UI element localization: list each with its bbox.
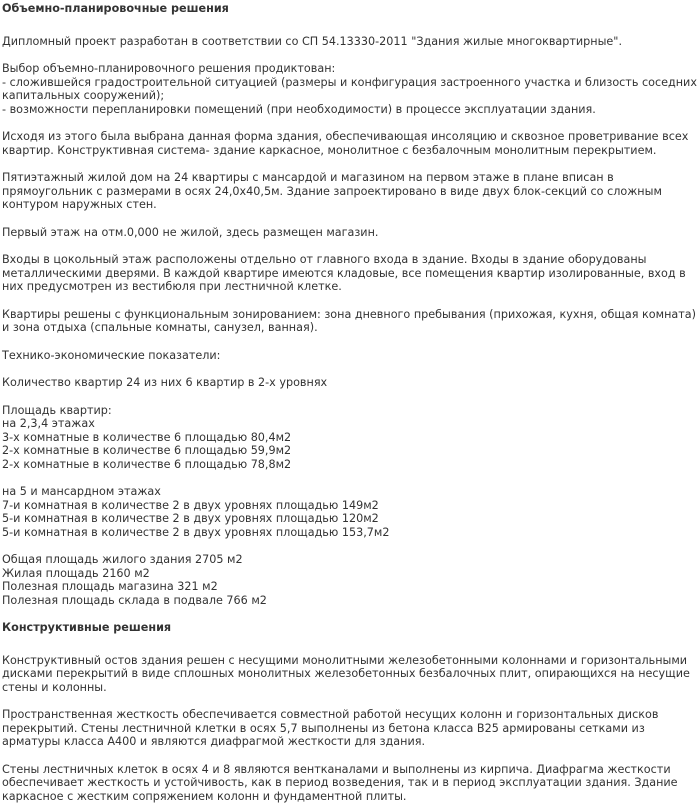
list-item: 3-х комнатные в количестве 6 площадью 80,4м2: [2, 431, 291, 444]
choice-reason-1: - сложившейся градостроительной ситуацией (размеры и конфигурация застроенного участка и близость соседних капитальных сооружений);: [2, 76, 697, 103]
list-item: Общая площадь жилого здания 2705 м2: [2, 553, 243, 566]
list-item: 5-и комнатная в количестве 2 в двух уровнях площадью 153,7м2: [2, 526, 389, 539]
section-heading-planning: Объемно-планировочные решения: [2, 2, 698, 16]
choice-reason-2: - возможности перепланировки помещений (при необходимости) в процессе эксплуатации здания.: [2, 103, 596, 116]
list-item: Жилая площадь 2160 м2: [2, 567, 150, 580]
paragraph-building-form: Исходя из этого была выбрана данная форма здания, обеспечивающая инсоляцию и сквозное проветривание всех квартир. Конструктивная система- здание каркасное, монолитное с безбалочным монолитным перекрытием.: [2, 130, 698, 157]
paragraph-zoning: Квартиры решены с функциональным зонированием: зона дневного пребывания (прихожая, кухня, общая комната) и зона отдыха (спальные комнаты, санузел, ванная).: [2, 308, 698, 335]
paragraph-entrances: Входы в цокольный этаж расположены отдельно от главного входа в здание. Входы в здание оборудованы металлическими дверями. В каждой квартире имеются кладовые, все помещения квартир изолированные, вход в них предусмотрен из вестибюля при лестничной клетке.: [2, 253, 698, 294]
paragraph-apartment-count: Количество квартир 24 из них 6 квартир в 2-х уровнях: [2, 376, 698, 390]
list-item: Полезная площадь магазина 321 м2: [2, 580, 218, 593]
paragraph-stair-walls: Стены лестничных клеток в осях 4 и 8 являются вентканалами и выполнены из кирпича. Диафрагма жесткости обеспечивает жесткость и устойчивость, как в период возведения, так и в период эксплуатации здания. Здание каркасное с жестким сопряжением колонн и фундаментной плиты.: [2, 763, 698, 803]
floors-234-label: на 2,3,4 этажах: [2, 417, 95, 430]
paragraph-choice-reasons: [2, 62, 698, 116]
section-heading-structural: Конструктивные решения: [2, 621, 698, 635]
choice-intro: Выбор объемно-планировочного решения продиктован:: [2, 62, 335, 75]
list-item: 2-х комнатные в количестве 6 площадью 78,8м2: [2, 458, 291, 471]
paragraph-building-description: Пятиэтажный жилой дом на 24 квартиры с мансардой и магазином на первом этаже в плане вписан в прямоугольник с размерами в осях 24,0х40,5м. Здание запроектировано в виде двух блок-секций со сложным контуром наружных стен.: [2, 171, 698, 212]
paragraph-indicators-title: Технико-экономические показатели:: [2, 349, 698, 363]
list-item: 5-и комнатная в количестве 2 в двух уровнях площадью 120м2: [2, 512, 379, 525]
apartment-area-list-5: [2, 485, 698, 539]
list-item: 2-х комнатные в количестве 6 площадью 59,9м2: [2, 444, 291, 457]
area-title: Площадь квартир:: [2, 404, 112, 417]
paragraph-standard: Дипломный проект разработан в соответствии со СП 54.13330-2011 "Здания жилые многоквартирные".: [2, 35, 698, 49]
apartment-area-list-234: [2, 404, 698, 472]
total-areas-list: [2, 553, 698, 607]
paragraph-structural-frame: Конструктивный остов здания решен с несущими монолитными железобетонными колоннами и горизонтальными дисками перекрытий в виде сплошных монолитных железобетонных безбалочных плит, опирающихся на несущие стены и колонны.: [2, 654, 698, 695]
list-item: Полезная площадь склада в подвале 766 м2: [2, 594, 267, 607]
floors-5-label: на 5 и мансардном этажах: [2, 485, 161, 498]
paragraph-rigidity: Пространственная жесткость обеспечивается совместной работой несущих колонн и горизонтальных дисков перекрытий. Стены лестничной клетки в осях 5,7 выполнены из бетона класса В25 армированы сетками из арматуры класса А400 и являются диафрагмой жесткости для здания.: [2, 708, 698, 749]
list-item: 7-и комнатная в количестве 2 в двух уровнях площадью 149м2: [2, 499, 379, 512]
paragraph-first-floor: Первый этаж на отм.0,000 не жилой, здесь размещен магазин.: [2, 226, 698, 240]
